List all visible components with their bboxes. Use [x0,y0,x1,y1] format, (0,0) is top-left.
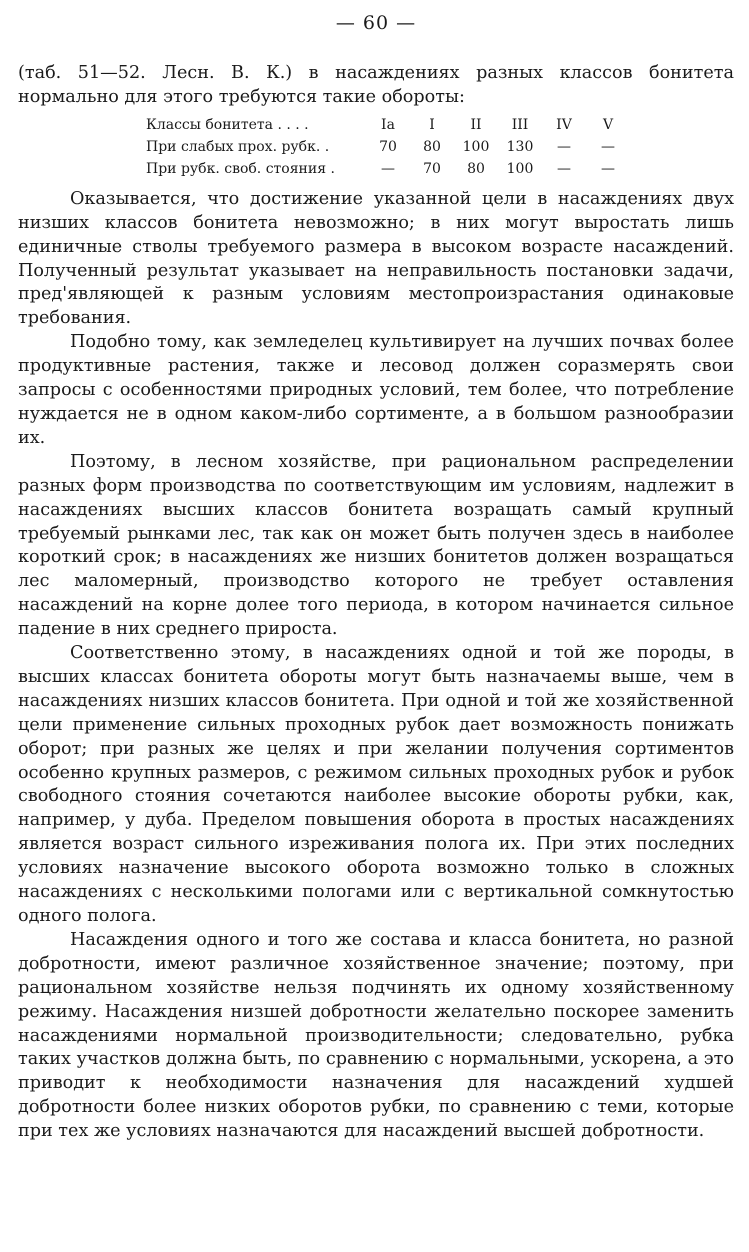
table-header-label: Классы бонитета . . . . [146,116,309,133]
table-cell: 100 [462,138,490,155]
body-paragraph: Поэтому, в лесном хозяйстве, при рациональном распределении разных форм производства по соответствующим им условиям, надлежит в насаждениях высших классов бонитета возращать самый крупный требуемый рынками лес, так как он может быть получен здесь в наиболее короткий срок; в насаждениях же низших бонитетов должен возращаться лес маломерный, производство которого не требует оставления насаждений на корне долее того периода, в котором начинается сильное падение в них среднего прироста. [18,451,734,640]
intro-paragraph: (таб. 51—52. Лесн. В. К.) в насаждениях разных классов бонитета нормально для этого требуются такие обороты: [18,63,734,107]
table-row-label: При слабых прох. рубк. . [146,138,330,155]
table-cell: 80 [467,160,485,177]
table-cell: 70 [423,160,441,177]
table-header-cell: IV [556,116,572,133]
bonitet-table [146,114,630,180]
page-number: — 60 — [335,12,417,34]
table-header-row [146,114,630,136]
table-cell: 130 [506,138,534,155]
table-cell: 70 [379,138,397,155]
table-row-label: При рубк. своб. стояния . [146,160,335,177]
table-cell: — [601,160,615,177]
table-cell: — [557,138,571,155]
table-cell: 80 [423,138,441,155]
table-header-cell: III [511,116,529,133]
body-paragraph: Насаждения одного и того же состава и класса бонитета, но разной добротности, имеют различное хозяйственное значение; поэтому, при рациональном хозяйстве нельзя подчинять их одному хозяйственному режиму. Насаждения низшей добротности желательно поскорее заменить насаждениями нормальной производительности; следовательно, рубка таких участков должна быть, по сравнению с нормальными, ускорена, а это приводит к необходимости назначения для насаждений худшей добротности более низких оборотов рубки, по сравнению с теми, которые при тех же условиях назначаются для насаждений высшей добротности. [18,929,734,1142]
table-header-cell: I [429,116,435,133]
body-paragraph: Оказывается, что достижение указанной цели в насаждениях двух низших классов бонитета невозможно; в них могут выростать лишь единичные стволы требуемого размера в высоком возрасте насаждений. Полученный результат указывает на неправильность постановки задачи, пред'являющей к разным условиям местопроизрастания одинаковые требования. [18,188,734,329]
table-row [146,158,630,180]
document-page [18,0,734,1144]
table-row [146,136,630,158]
table-header-cell: Ia [381,116,395,133]
table-cell: 100 [506,160,534,177]
table-cell: — [601,138,615,155]
table-header-cell: II [470,116,482,133]
table-cell: — [381,160,395,177]
bonitet-table-wrapper [146,114,734,180]
table-header-cell: V [602,116,614,133]
body-paragraph: Подобно тому, как земледелец культивирует на лучших почвах более продуктивные растения, также и лесовод должен соразмерять свои запросы с особенностями природных условий, тем более, что потребление нуждается не в одном каком-либо сортименте, а в большом разнообразии их. [18,332,734,448]
body-paragraph: Соответственно этому, в насаждениях одной и той же породы, в высших классах бонитета обороты могут быть назначаемы выше, чем в насаждениях низших классов бонитета. При одной и той же хозяйственной цели применение сильных проходных рубок дает возможность понижать оборот; при разных же целях и при желании получения сортиментов особенно крупных размеров, с режимом сильных проходных рубок и рубок свободного стояния сочетаются наиболее высокие обороты рубки, как, например, у дуба. Пределом повышения оборота в простых насаждениях является возраст сильного изреживания полога их. При этих последних условиях назначение высокого оборота возможно только в сложных насаждениях с несколькими пологами или с вертикальной сомкнутостью одного полога. [18,643,734,926]
table-cell: — [557,160,571,177]
